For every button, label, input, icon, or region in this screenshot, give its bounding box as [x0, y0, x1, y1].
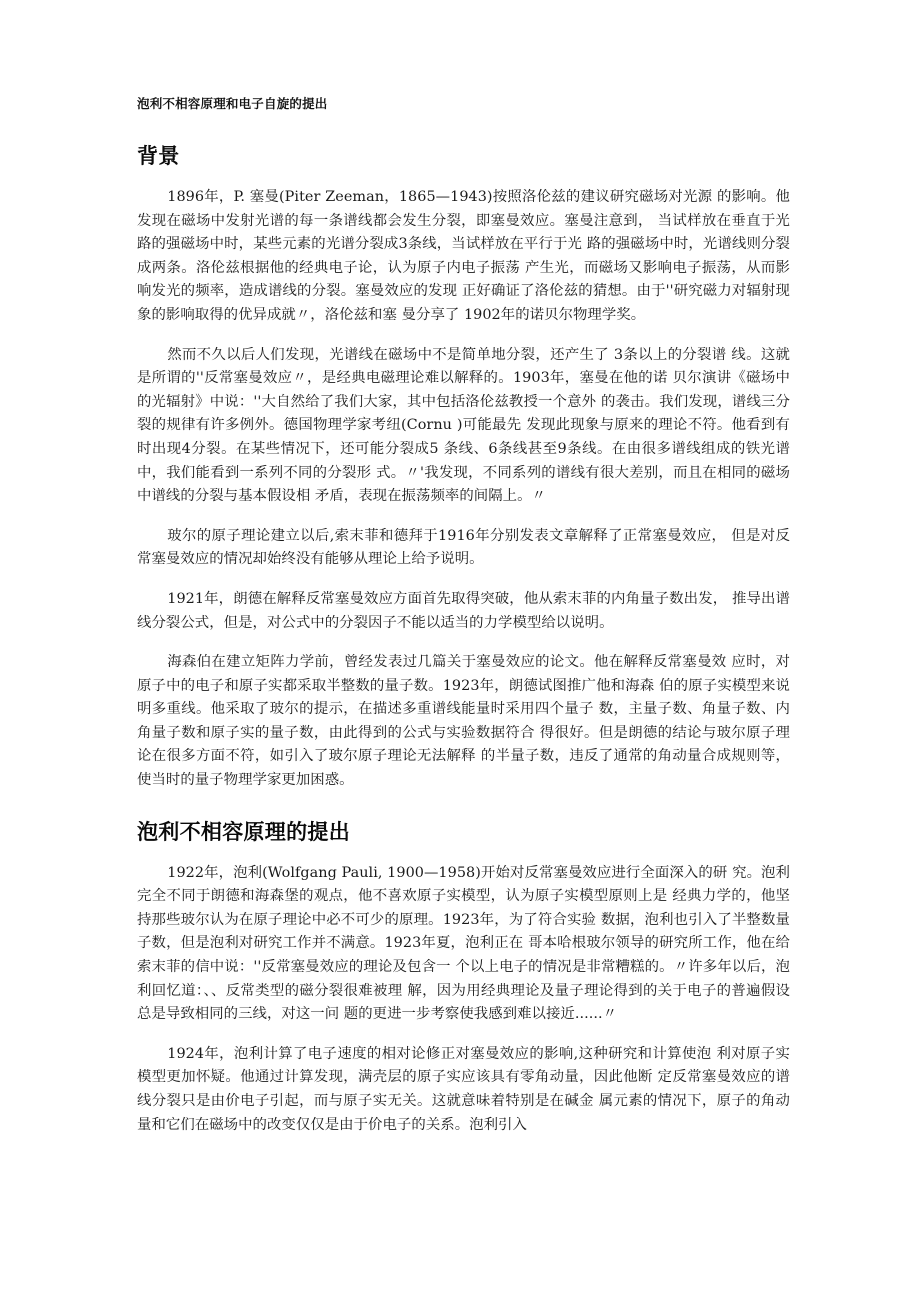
paragraph-lande-1921: 1921年，朗德在解释反常塞曼效应方面首先取得突破，他从索末菲的内角量子数出发， 推导出谱线分裂公式，但是，对公式中的分裂因子不能以适当的力学模型给以说明。: [137, 590, 790, 631]
paragraph-pauli-1922: 1922年，泡利(Wolfgang Pauli, 1900—1958)开始对反常塞曼效应进行全面深入的研 究。泡利完全不同于朗德和海森堡的观点，他不喜欢原子实模型，认为原子实模型原则上是 经典力学的，他坚持那些玻尔认为在原子理论中必不可少的原理。1923年，为了符合实验 数据，泡利也引入了半整数量子数，但是泡利对研究工作并不满意。1923年夏，泡利正在 哥本哈根玻尔领导的研究所工作，他在给索末菲的信中说：''反常塞曼效应的理论及包含一 个以上电子的情况是非常糟糕的。〃许多年以后，泡利回忆道：、、反常类型的磁分裂很难被理 解，因为用经典理论及量子理论得到的关于电子的普遍假设总是导致相同的三线，对这一问 题的更进一步考察使我感到难以接近......〃: [137, 864, 790, 1023]
section-heading-pauli-exclusion: 泡利不相容原理的提出: [137, 819, 350, 844]
section-heading-background: 背景: [137, 144, 180, 168]
paragraph-zeeman-discovery: 1896年，P. 塞曼(Piter Zeeman，1865—1943)按照洛伦兹的建议研究磁场对光源 的影响。他发现在磁场中发射光谱的每一条谱线都会发生分裂，即塞曼效应。塞曼注意到， 当试样放在垂直于光路的强磁场中时，某些元素的光谱分裂成3条线，当试样放在平行于光 路的强磁场中时，光谱线则分裂成两条。洛伦兹根据他的经典电子论，认为原子内电子振荡 产生光，而磁场又影响电子振荡，从而影响发光的频率，造成谱线的分裂。塞曼效应的发现 正好确证了洛伦兹的猜想。由于''研究磁力对辐射现象的影响取得的优异成就〃，洛伦兹和塞 曼分享了 1902年的诺贝尔物理学奖。: [137, 189, 790, 323]
paragraph-bohr-sommerfeld: 玻尔的原子理论建立以后,索末菲和德拜于1916年分别发表文章解释了正常塞曼效应， 但是对反常塞曼效应的情况却始终没有能够从理论上给予说明。: [137, 527, 790, 568]
paragraph-anomalous-zeeman: 然而不久以后人们发现，光谱线在磁场中不是简单地分裂，还产生了 3条以上的分裂谱 线。这就是所谓的''反常塞曼效应〃，是经典电磁理论难以解释的。1903年，塞曼在他的诺 贝尔演讲《磁场中的光辐射》中说：''大自然给了我们大家，其中包括洛伦兹教授一个意外 的袭击。我们发现，谱线三分裂的规律有许多例外。德国物理学家考纽(Cornu )可能最先 发现此现象与原来的理论不符。他看到有时出现4分裂。在某些情况下，还可能分裂成5 条线、6条线甚至9条线。在由很多谱线组成的铁光谱中，我们能看到一系列不同的分裂形 式。〃'我发现，不同系列的谱线有很大差别，而且在相同的磁场中谱线的分裂与基本假设相 矛盾，表现在振荡频率的间隔上。〃: [137, 346, 790, 505]
document-title: 泡利不相容原理和电子自旋的提出: [137, 96, 328, 111]
document-content: [137, 96, 790, 1137]
paragraph-heisenberg-matrix: 海森伯在建立矩阵力学前，曾经发表过几篇关于塞曼效应的论文。他在解释反常塞曼效 应时，对原子中的电子和原子实都采取半整数的量子数。1923年，朗德试图推广他和海森 伯的原子实模型来说明多重线。他采取了玻尔的提示，在描述多重谱线能量时采用四个量子 数，主量子数、角量子数、内角量子数和原子实的量子数，由此得到的公式与实验数据符合 得很好。但是朗德的结论与玻尔原子理论在很多方面不符，如引入了玻尔原子理论无法解释 的半量子数，违反了通常的角动量合成规则等，使当时的量子物理学家更加困惑。: [137, 654, 790, 789]
paragraph-pauli-1924: 1924年，泡利计算了电子速度的相对论修正对塞曼效应的影响,这种研究和计算使泡 利对原子实模型更加怀疑。他通过计算发现，满壳层的原子实应该具有零角动量，因此他断 定反常塞曼效应的谱线分裂只是由价电子引起，而与原子实无关。这就意味着特别是在碱金 属元素的情况下，原子的角动量和它们在磁场中的改变仅仅是由于价电子的关系。泡利引入: [137, 1045, 790, 1133]
